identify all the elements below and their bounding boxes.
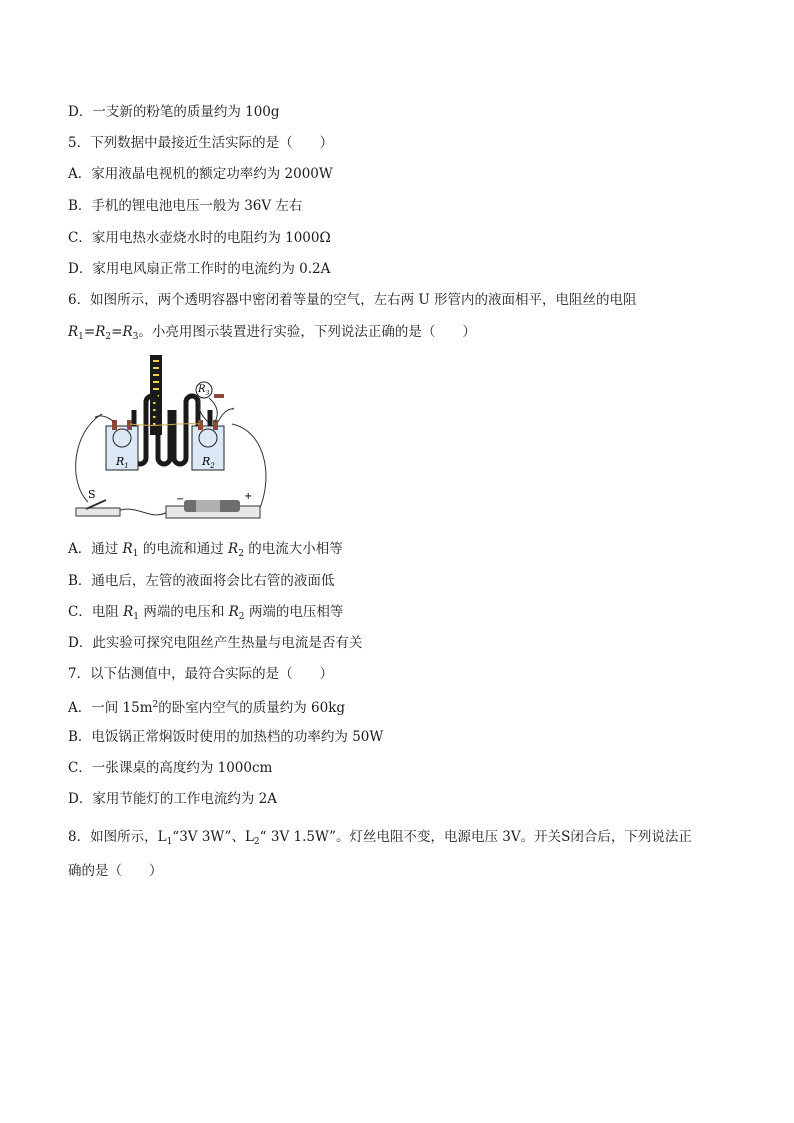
q5-option-d: D．家用电风扇正常工作时的电流约为 0.2A [68, 261, 331, 277]
option-text: 两端的电压相等 [244, 604, 344, 620]
label-r3: $R_3$ [198, 384, 210, 397]
resistor-symbol: R [122, 324, 133, 340]
subscript: 1 [133, 612, 140, 622]
subscript: 2 [238, 549, 244, 559]
option-text: 的电流和通过 [138, 541, 229, 557]
terminal [214, 394, 224, 398]
resistor-symbol: R [122, 541, 133, 557]
joule-heating-apparatus-figure [68, 352, 278, 524]
q4-option-d: D．一支新的粉笔的质量约为 100g [68, 104, 280, 120]
q7-option-d: D．家用节能灯的工作电流约为 2A [68, 791, 277, 807]
subscript: 1 [132, 549, 139, 559]
terminal [198, 420, 203, 430]
option-text: A．一间 15m [68, 700, 153, 716]
battery-positive: + [244, 491, 253, 502]
question-5: 5．下列数据中最接近生活实际的是（ ） [68, 135, 334, 151]
q6-option-b: B．通电后，左管的液面将会比右管的液面低 [68, 573, 335, 589]
subscript: 1 [166, 837, 173, 847]
q5-option-a: A．家用液晶电视机的额定功率约为 2000W [68, 166, 333, 182]
resistor-symbol: R [228, 541, 239, 557]
resistor-symbol: R [95, 324, 106, 340]
wire [218, 408, 234, 422]
option-text: C．电阻 [68, 604, 124, 620]
q7-option-a [68, 696, 345, 717]
subscript: 2 [105, 332, 112, 342]
q6-option-d: D．此实验可探究电阻丝产生热量与电流是否有关 [68, 635, 363, 651]
label-r2: $R_2$ [202, 455, 215, 470]
question-8-line1 [68, 828, 692, 851]
label-r1: $R_1$ [116, 455, 129, 470]
switch-base [76, 508, 120, 516]
option-text: 的电流大小相等 [243, 541, 343, 557]
question-text: 8．如图所示，L [68, 829, 167, 845]
battery-label-band [196, 500, 220, 512]
subscript: 1 [78, 332, 84, 342]
q6-option-c [68, 603, 343, 626]
wire [130, 424, 200, 426]
superscript: 2 [152, 700, 159, 710]
question-text: “3V 3W”、L [172, 829, 254, 845]
subscript: 2 [253, 837, 260, 847]
resistor-symbol: R [228, 604, 239, 620]
q5-option-b: B．手机的锂电池电压一般为 36V 左右 [68, 198, 303, 214]
question-text: “ 3V 1.5W”。灯丝电阻不变，电源电压 3V。开关S闭合后，下列说法正 [259, 829, 692, 845]
q6-text-tail: 。小亮用图示装置进行实验，下列说法正确的是（ ） [138, 324, 476, 340]
q7-option-c: C．一张课桌的高度约为 1000cm [68, 760, 273, 776]
question-6-line1: 6．如图所示，两个透明容器中密闭着等量的空气，左右两 U 形管内的液面相平，电阻丝的电阻 [68, 292, 637, 308]
question-8-line2: 确的是（ ） [68, 863, 163, 879]
terminal [127, 420, 132, 430]
q6-option-a [68, 540, 343, 563]
wire [95, 414, 114, 422]
equals-sign: = [111, 324, 123, 340]
resistor-symbol: R [123, 604, 134, 620]
resistor-symbol: R [68, 324, 79, 340]
subscript: 3 [132, 332, 139, 342]
q7-option-b: B．电饭锅正常焖饭时使用的加热档的功率约为 50W [68, 729, 384, 745]
question-6-line2 [68, 323, 476, 346]
q5-option-c: C．家用电热水壶烧水时的电阻约为 1000Ω [68, 230, 331, 246]
battery-negative: − [176, 494, 185, 505]
subscript: 2 [238, 612, 245, 622]
option-text: A．通过 [68, 541, 123, 557]
equals-sign: = [83, 324, 96, 340]
wire [114, 509, 168, 515]
label-s: S [88, 488, 96, 501]
option-text: 的卧室内空气的质量约为 60kg [158, 700, 346, 716]
question-7: 7．以下估测值中，最符合实际的是（ ） [68, 666, 334, 682]
option-text: 两端的电压和 [139, 604, 229, 620]
